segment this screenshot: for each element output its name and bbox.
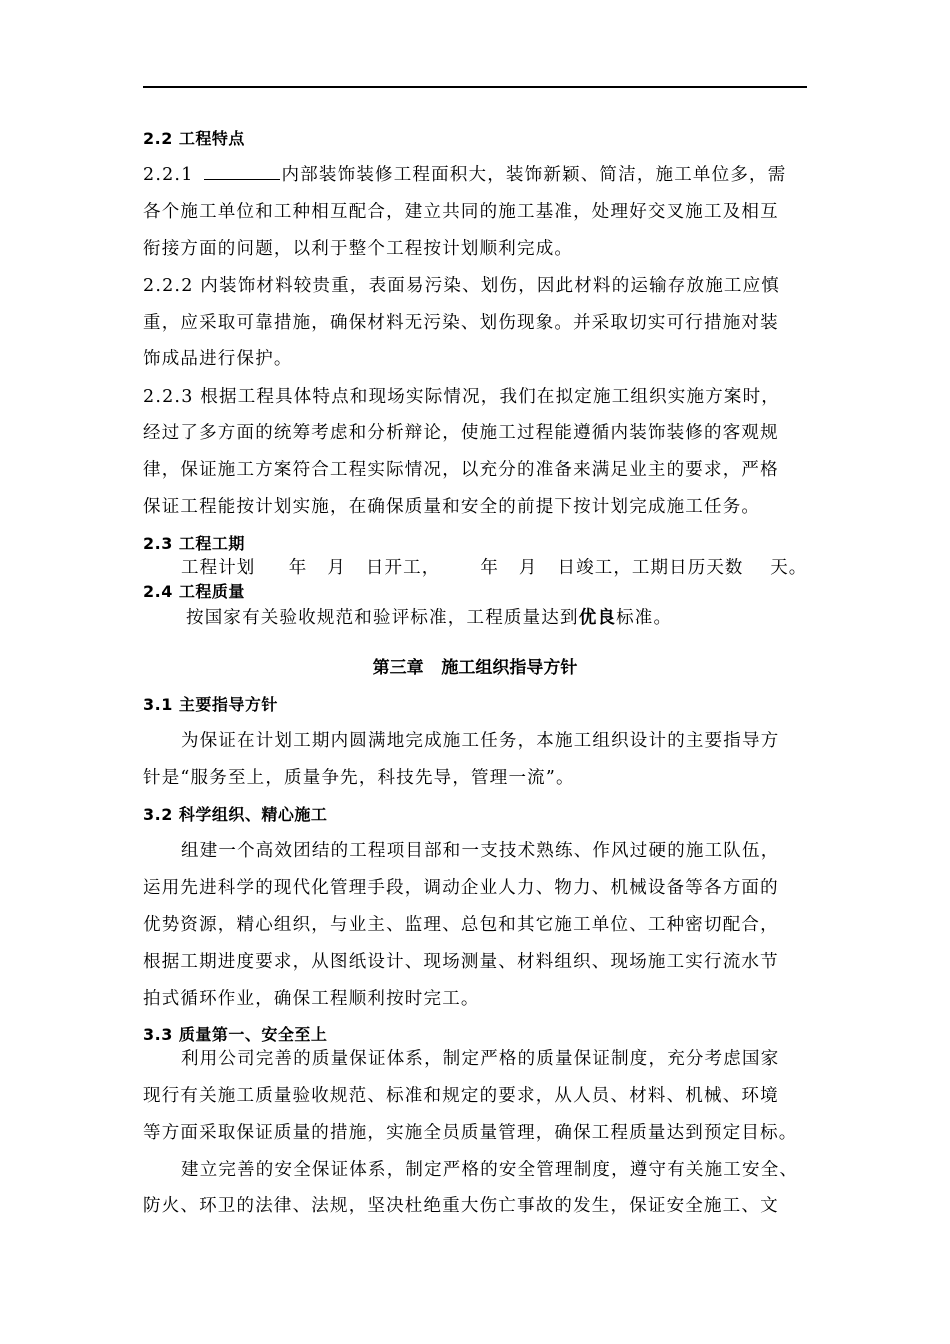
schedule-line: 工程计划 年 月 日开工， 年 月 日竣工，工期日历天数 天。 [181,558,808,578]
fill-in-blank [204,163,280,180]
para-3-3-2-line-2: 防火、环卫的法律、法规，坚决杜绝重大伤亡事故的发生，保证安全施工、文 [143,1196,779,1216]
para-3-2-line-2: 运用先进科学的现代化管理手段，调动企业人力、物力、机械设备等各方面的 [143,878,779,898]
quality-grade: 优良 [578,608,617,628]
para-2-2-3-line-2: 经过了多方面的统筹考虑和分析辩论，使施工过程能遵循内装饰装修的客观规 [143,423,779,443]
para-2-2-1-line-3: 衔接方面的问题，以利于整个工程按计划顺利完成。 [143,239,574,259]
para-3-3-2-line-1: 建立完善的安全保证体系，制定严格的安全管理制度，遵守有关施工安全、 [181,1160,799,1180]
para-3-3-1-line-1: 利用公司完善的质量保证体系，制定严格的质量保证制度，充分考虑国家 [181,1049,780,1069]
quality-line-text-b: 标准。 [616,608,673,628]
quality-line-text-a: 按国家有关验收规范和验评标准，工程质量达到 [186,608,579,628]
header-rule [143,86,807,88]
para-3-2-line-3: 优势资源，精心组织，与业主、监理、总包和其它施工单位、工种密切配合， [143,915,779,935]
quality-line [186,606,672,630]
para-2-2-2-line-3: 饰成品进行保护。 [143,349,293,369]
para-3-2-line-1: 组建一个高效团结的工程项目部和一支技术熟练、作风过硬的施工队伍， [181,841,780,861]
para-2-2-3-line-3: 律，保证施工方案符合工程实际情况，以充分的准备来满足业主的要求，严格 [143,460,779,480]
para-2-2-1-number: 2.2.1 [143,165,194,185]
para-3-1-line-2: 针是“服务至上，质量争先，科技先导，管理一流”。 [143,768,575,788]
para-3-1-line-1: 为保证在计划工期内圆满地完成施工任务，本施工组织设计的主要指导方 [181,731,780,751]
para-2-2-1-line-1 [143,163,786,187]
para-3-3-1-line-3: 等方面采取保证质量的措施，实施全员质量管理，确保工程质量达到预定目标。 [143,1123,798,1143]
para-3-3-1-line-2: 现行有关施工质量验收规范、标准和规定的要求，从人员、材料、机械、环境 [143,1086,779,1106]
section-2-3-heading: 2.3 工程工期 [143,534,245,553]
para-2-2-3-line-4: 保证工程能按计划实施，在确保质量和安全的前提下按计划完成施工任务。 [143,497,761,517]
para-2-2-1-line-2: 各个施工单位和工种相互配合，建立共同的施工基准，处理好交叉施工及相互 [143,202,779,222]
para-2-2-2-line-2: 重，应采取可靠措施，确保材料无污染、划伤现象。并采取切实可行措施对装 [143,313,779,333]
para-3-2-line-5: 拍式循环作业，确保工程顺利按时完工。 [143,989,480,1009]
para-3-2-line-4: 根据工期进度要求，从图纸设计、现场测量、材料组织、现场施工实行流水节 [143,952,779,972]
section-3-3-heading: 3.3 质量第一、安全至上 [143,1025,328,1044]
section-3-1-heading: 3.1 主要指导方针 [143,695,278,714]
chapter-3-title: 第三章 施工组织指导方针 [372,658,578,678]
para-2-2-1-line-1-text: 内部装饰装修工程面积大，装饰新颖、简洁，施工单位多，需 [281,165,787,185]
para-2-2-2-line-1: 2.2.2 内装饰材料较贵重，表面易污染、划伤，因此材料的运输存放施工应慎 [143,276,780,296]
section-2-4-heading: 2.4 工程质量 [143,582,245,601]
section-2-2-heading: 2.2 工程特点 [143,129,245,148]
para-2-2-3-line-1: 2.2.3 根据工程具体特点和现场实际情况，我们在拟定施工组织实施方案时， [143,387,780,407]
section-3-2-heading: 3.2 科学组织、精心施工 [143,805,328,824]
